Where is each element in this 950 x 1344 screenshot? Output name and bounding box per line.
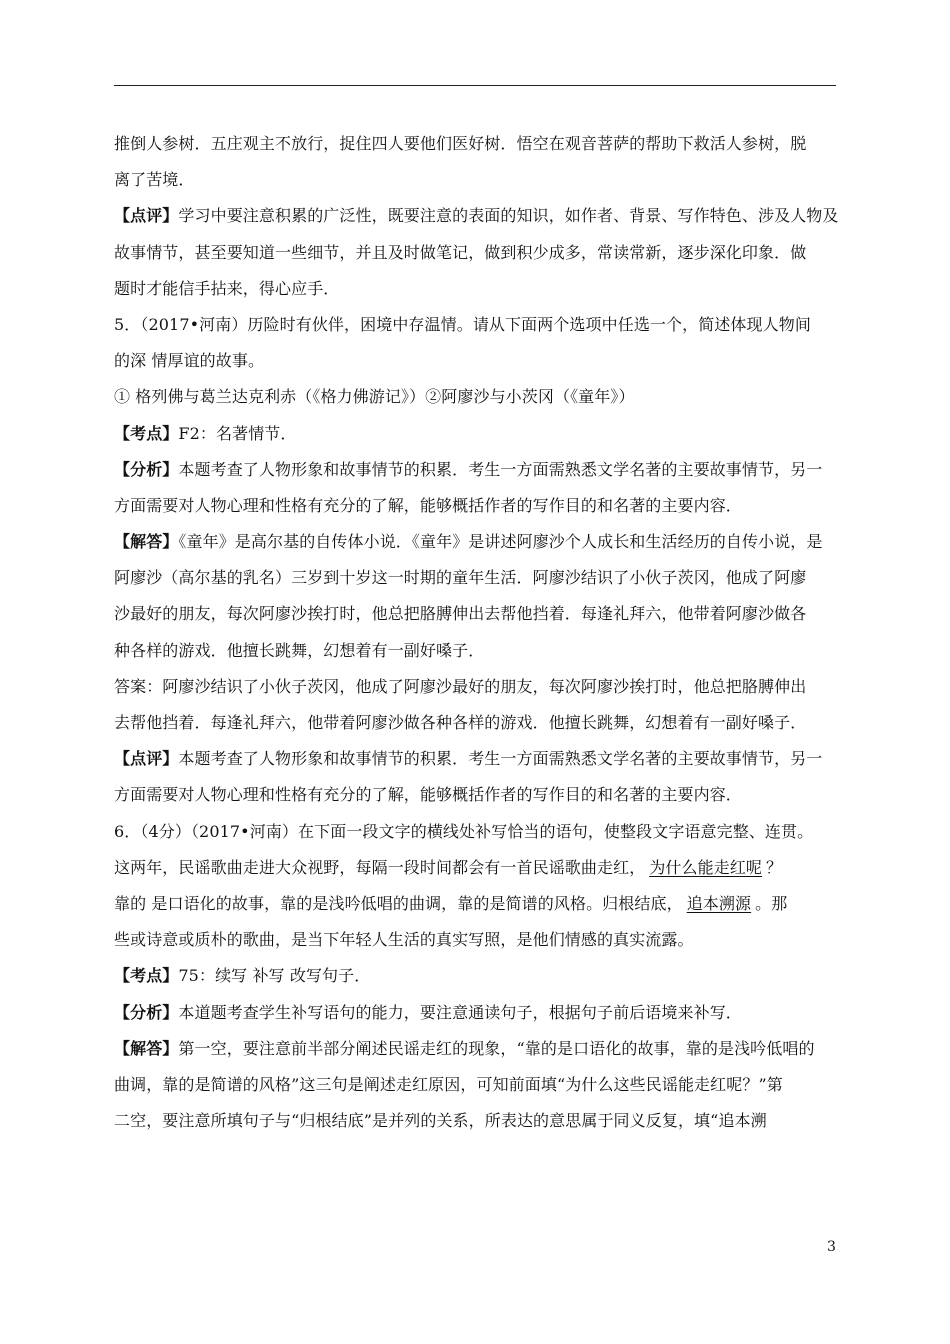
- fill-blank-answer: 为什么能走红呢: [649, 857, 763, 877]
- header-rule: [114, 85, 836, 86]
- text-line: 【点评】本题考查了人物形象和故事情节的积累．考生一方面需熟悉文学名著的主要故事情节，另一: [114, 749, 823, 769]
- section-label: 【考点】: [114, 423, 179, 443]
- text-line: 推倒人参树．五庄观主不放行，捉住四人要他们医好树．悟空在观音菩萨的帮助下救活人参树，脱: [114, 134, 807, 153]
- answer-line: 答案：阿廖沙结识了小伙子茨冈，他成了阿廖沙最好的朋友，每次阿廖沙挨打时，他总把胳膊伸出: [114, 676, 807, 696]
- options-line: ① 格列佛与葛兰达克利赤（《格力佛游记》）②阿廖沙与小茨冈（《童年》）: [114, 387, 635, 407]
- text-line: 【分析】本道题考查学生补写语句的能力，要注意通读句子，根据句子前后语境来补写．: [114, 1002, 742, 1022]
- section-label: 【解答】: [114, 532, 179, 552]
- fill-blank-answer: 追本溯源: [686, 893, 752, 913]
- text-line: 这两年，民谣歌曲走进大众视野，每隔一段时间都会有一首民谣歌曲走红， 为什么能走红呢 ？: [114, 850, 836, 886]
- text-line: 【解答】第一空，要注意前半部分阐述民谣走红的现象，“靠的是口语化的故事，靠的是浅吟低唱的: [114, 1038, 815, 1058]
- text-line: 【考点】F2：名著情节．: [114, 423, 297, 443]
- text-line: 【解答】《童年》是高尔基的自传体小说．《童年》是讲述阿廖沙个人成长和生活经历的自传小说，是: [114, 532, 823, 552]
- text-line: 曲调，靠的是简谱的风格”这三句是阐述走红原因，可知前面填“为什么这些民谣能走红呢？”第: [114, 1074, 783, 1094]
- text-line: 【考点】75：续写 补写 改写句子．: [114, 966, 371, 986]
- section-label: 【分析】: [114, 1002, 179, 1022]
- text-line: 【分析】本题考查了人物形象和故事情节的积累．考生一方面需熟悉文学名著的主要故事情节，另一: [114, 459, 823, 479]
- text-line: 的深 情厚谊的故事。: [114, 351, 265, 371]
- text-line: 阿廖沙（高尔基的乳名）三岁到十岁这一时期的童年生活．阿廖沙结识了小伙子茨冈，他成了阿廖: [114, 568, 807, 588]
- question-5: 5．（2017•河南）历险时有伙伴，困境中存温情。请从下面两个选项中任选一个，简述体现人物间: [114, 314, 811, 334]
- text-line: 二空，要注意所填句子与“归根结底”是并列的关系，所表达的意思属于同义反复，填“追本溯: [114, 1111, 767, 1131]
- section-label: 【点评】: [114, 206, 179, 226]
- document-body: [114, 126, 839, 1139]
- text-line: 题时才能信手拈来，得心应手．: [114, 278, 340, 298]
- section-label: 【考点】: [114, 966, 179, 986]
- text-line: 沙最好的朋友，每次阿廖沙挨打时，他总把胳膊伸出去帮他挡着．每逢礼拜六，他带着阿廖沙做各: [114, 604, 807, 624]
- text-line: 【点评】学习中要注意积累的广泛性，既要注意的表面的知识，如作者、背景、写作特色、涉及人物及: [114, 206, 839, 226]
- page-number: 3: [827, 1239, 836, 1255]
- text-line: 靠的 是口语化的故事，靠的是浅吟低唱的曲调，靠的是简谱的风格。归根结底， 追本溯源 。那: [114, 886, 836, 922]
- text-line: 去帮他挡着．每逢礼拜六，他带着阿廖沙做各种各样的游戏．他擅长跳舞，幻想着有一副好嗓子．: [114, 713, 807, 732]
- text-line: 离了苦境．: [114, 170, 195, 190]
- question-6: 6．（4分）（2017•河南）在下面一段文字的横线处补写恰当的语句，使整段文字语意完整、连贯。: [114, 821, 814, 841]
- text-line: 方面需要对人物心理和性格有充分的了解，能够概括作者的写作目的和名著的主要内容．: [114, 495, 742, 515]
- section-label: 【分析】: [114, 459, 179, 479]
- text-line: 些或诗意或质朴的歌曲，是当下年轻人生活的真实写照，是他们情感的真实流露。: [114, 930, 694, 950]
- section-label: 【点评】: [114, 749, 179, 769]
- section-label: 【解答】: [114, 1038, 179, 1058]
- text-line: 故事情节，甚至要知道一些细节，并且及时做笔记，做到积少成多，常读常新，逐步深化印象．做: [114, 242, 807, 262]
- text-line: 方面需要对人物心理和性格有充分的了解，能够概括作者的写作目的和名著的主要内容．: [114, 785, 742, 805]
- text-line: 种各样的游戏．他擅长跳舞，幻想着有一副好嗓子．: [114, 640, 485, 660]
